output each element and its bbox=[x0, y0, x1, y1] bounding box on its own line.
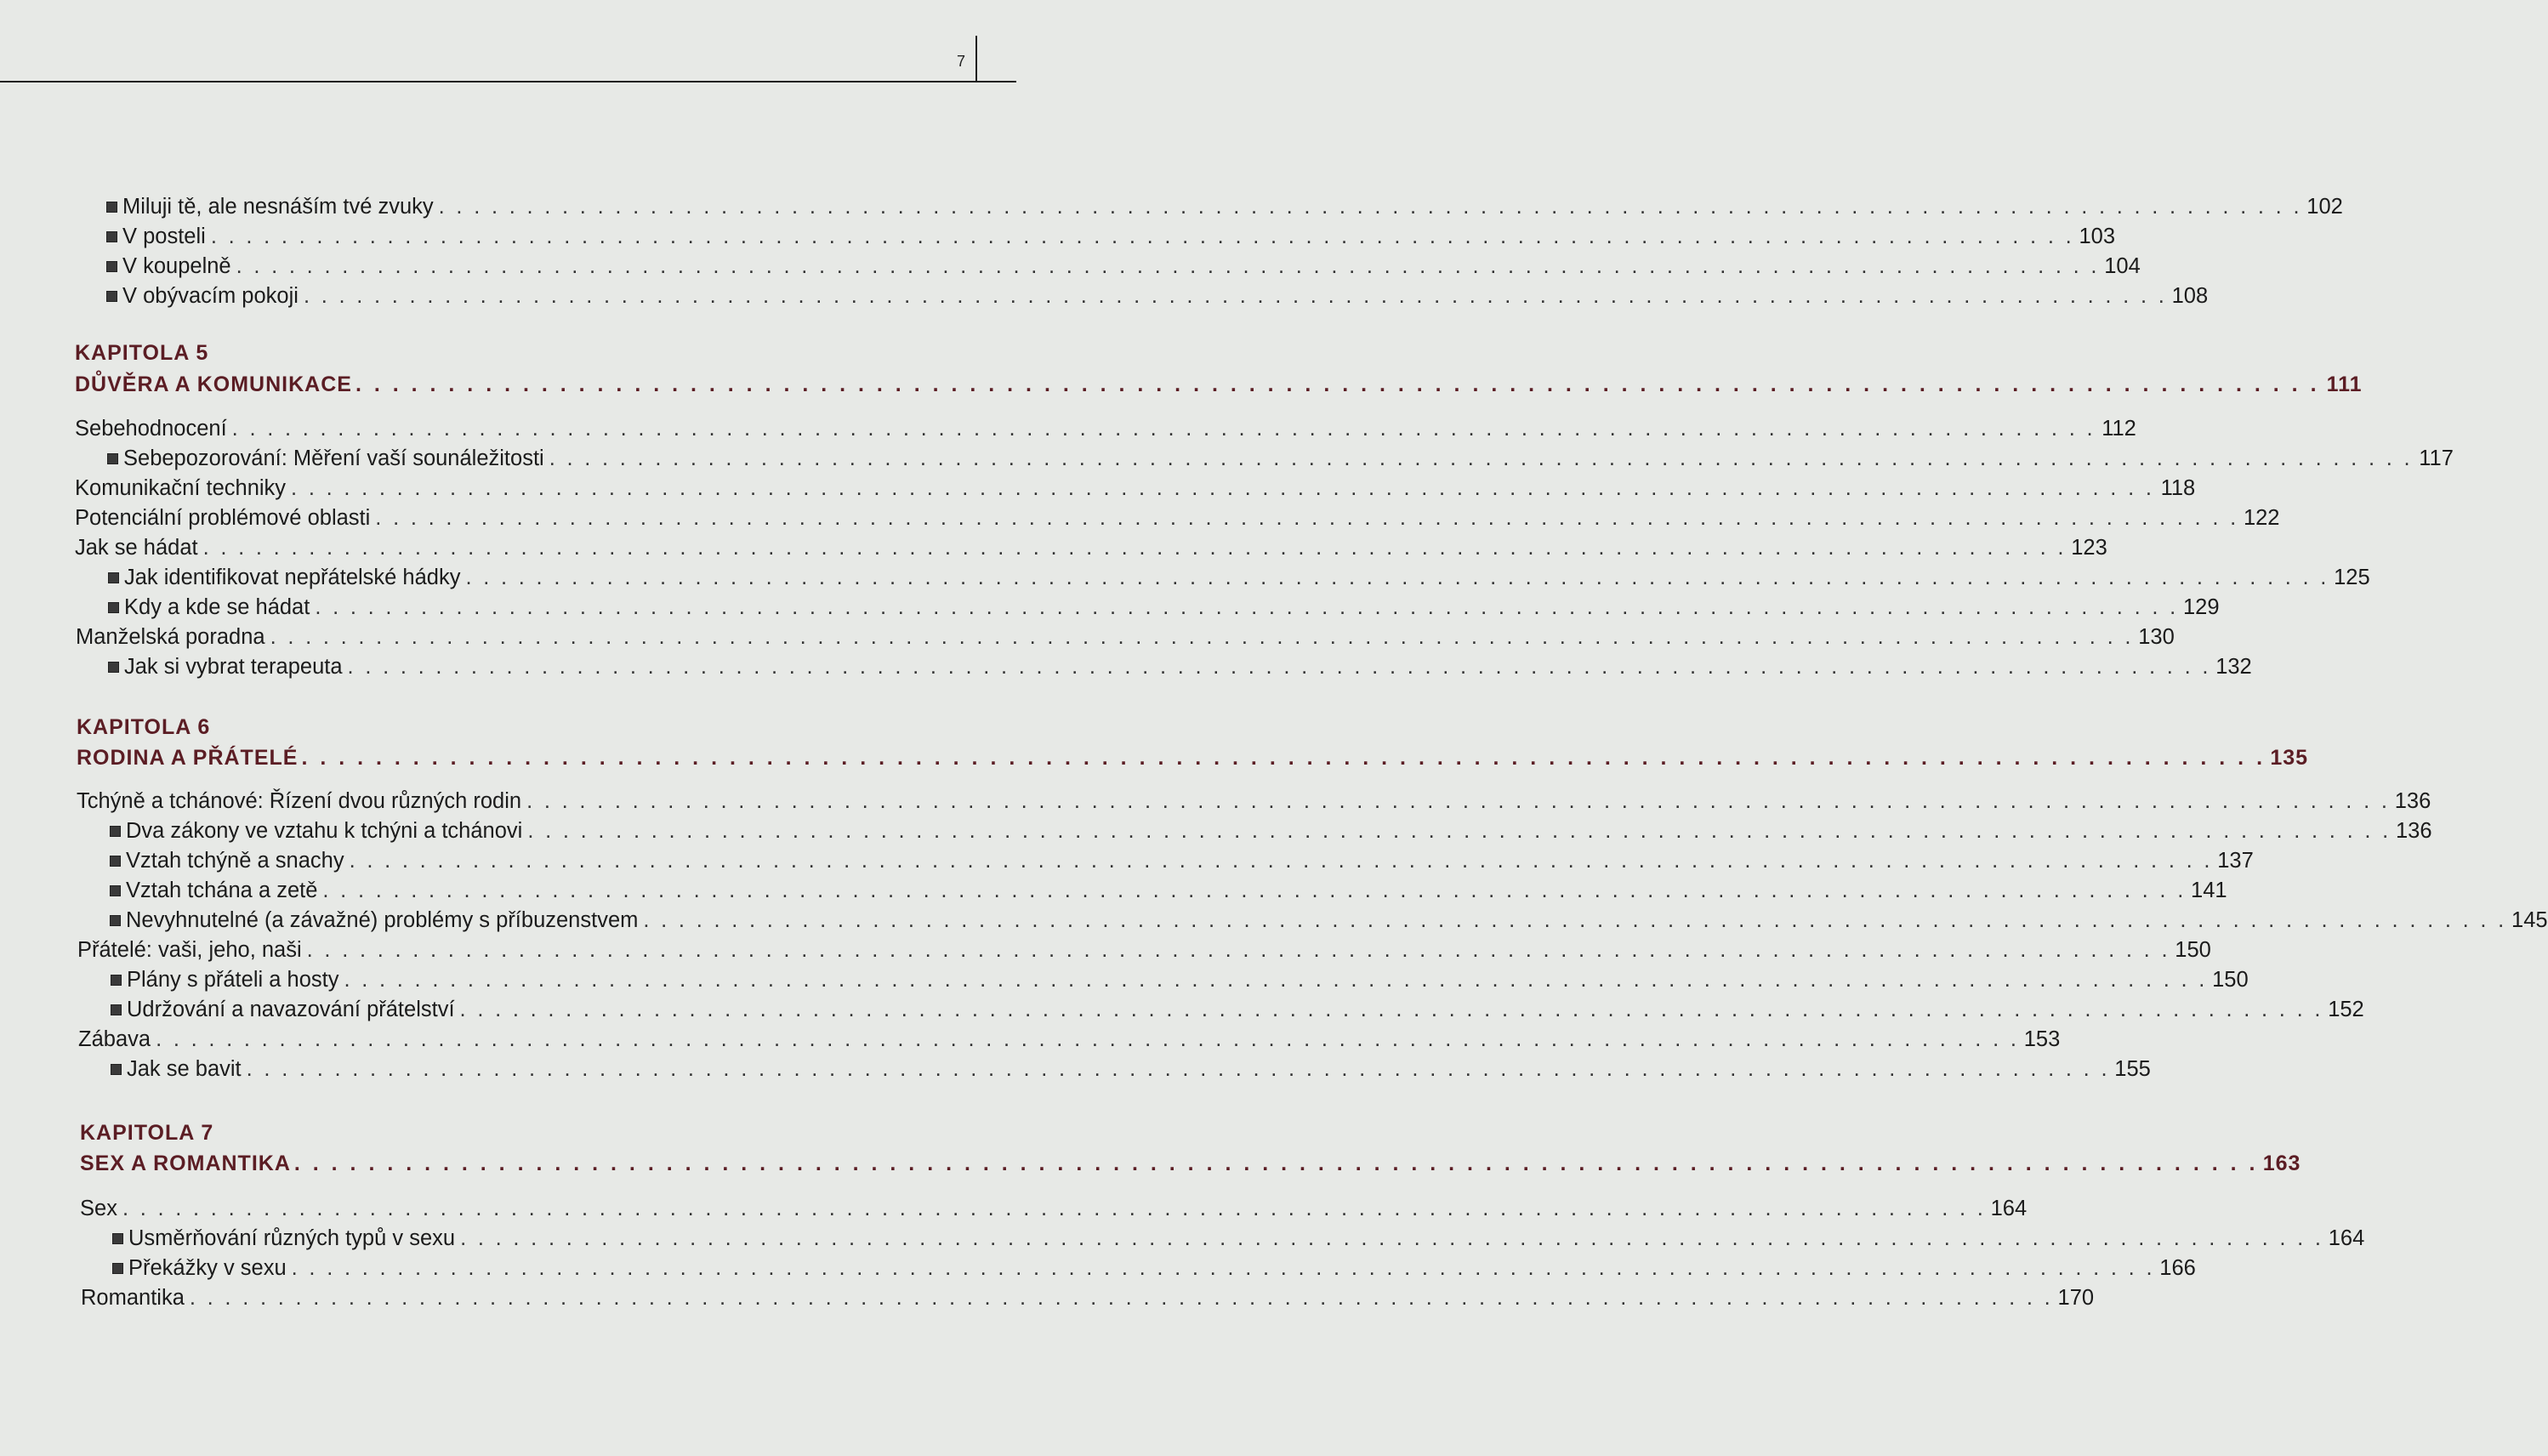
entry-title: Sex bbox=[80, 1197, 117, 1220]
chapter-page: 135 bbox=[2270, 746, 2309, 770]
dot-leader: . . . . . . . . . . . . . . . . . . . . . . . . . . . . . . . . . . . . . . . . . . . . . . . . . . . . . . . . . . . . . . . . . . . . . . . . . . . . . . . . . . . . . . . . . . . . . . . . . . . . . . . . . . bbox=[293, 1152, 2259, 1175]
dot-leader: . . . . . . . . . . . . . . . . . . . . . . . . . . . . . . . . . . . . . . . . . . . . . . . . . . . . . . . . . . . . . . . . . . . . . . . . . . . . . . . . . . . . . . . . . . . . . . . . . . . . . . . . . . bbox=[291, 1256, 2155, 1280]
entry-page: 132 bbox=[2215, 655, 2252, 679]
entry-page: 136 bbox=[2395, 819, 2432, 843]
dot-leader: . . . . . . . . . . . . . . . . . . . . . . . . . . . . . . . . . . . . . . . . . . . . . . . . . . . . . . . . . . . . . . . . . . . . . . . . . . . . . . . . . . . . . . . . . . . . . . . . . . . . . . . . . . bbox=[301, 746, 2266, 770]
square-bullet-icon bbox=[110, 856, 121, 867]
toc-entry[interactable] bbox=[77, 936, 2211, 964]
dot-leader: . . . . . . . . . . . . . . . . . . . . . . . . . . . . . . . . . . . . . . . . . . . . . . . . . . . . . . . . . . . . . . . . . . . . . . . . . . . . . . . . . . . . . . . . . . . . . . . . . . . . . . . . . . bbox=[156, 1027, 2020, 1051]
dot-leader: . . . . . . . . . . . . . . . . . . . . . . . . . . . . . . . . . . . . . . . . . . . . . . . . . . . . . . . . . . . . . . . . . . . . . . . . . . . . . . . . . . . . . . . . . . . . . . . . . . . . . . . . . . bbox=[246, 1057, 2110, 1081]
square-bullet-icon bbox=[112, 1263, 123, 1274]
entry-page: 123 bbox=[2071, 536, 2107, 560]
entry-page: 137 bbox=[2217, 849, 2254, 873]
toc-entry-subitem[interactable] bbox=[111, 965, 2249, 994]
entry-title: Vztah tchýně a snachy bbox=[126, 849, 344, 873]
page-number: 7 bbox=[956, 53, 965, 70]
square-bullet-icon bbox=[112, 1233, 123, 1244]
square-bullet-icon bbox=[106, 231, 117, 242]
entry-title: Jak se bavit bbox=[127, 1057, 242, 1081]
dot-leader: . . . . . . . . . . . . . . . . . . . . . . . . . . . . . . . . . . . . . . . . . . . . . . . . . . . . . . . . . . . . . . . . . . . . . . . . . . . . . . . . . . . . . . . . . . . . . . . . . . . . . . . . . . bbox=[349, 849, 2213, 873]
toc-entry[interactable] bbox=[75, 533, 2107, 562]
entry-page: 150 bbox=[2212, 968, 2249, 992]
entry-title: Plány s přáteli a hosty bbox=[127, 968, 339, 992]
entry-title: Komunikační techniky bbox=[75, 476, 287, 500]
square-bullet-icon bbox=[106, 291, 117, 302]
toc-entry-subitem[interactable] bbox=[110, 846, 2254, 875]
square-bullet-icon bbox=[111, 1064, 122, 1075]
entry-page: 130 bbox=[2138, 625, 2175, 649]
dot-leader: . . . . . . . . . . . . . . . . . . . . . . . . . . . . . . . . . . . . . . . . . . . . . . . . . . . . . . . . . . . . . . . . . . . . . . . . . . . . . . . . . . . . . . . . . . . . . . . . . . . . . . . . . . bbox=[210, 225, 2074, 248]
entry-page: 117 bbox=[2419, 446, 2454, 470]
entry-page: 152 bbox=[2328, 998, 2364, 1021]
toc-entry[interactable] bbox=[75, 474, 2196, 503]
chapter-title-text: RODINA A PŘÁTELÉ bbox=[77, 746, 299, 770]
square-bullet-icon bbox=[108, 572, 119, 583]
entry-title: Potenciální problémové oblasti bbox=[75, 506, 371, 530]
toc-entry-subitem[interactable] bbox=[112, 1224, 2365, 1253]
entry-title: Romantika bbox=[81, 1286, 185, 1310]
dot-leader: . . . . . . . . . . . . . . . . . . . . . . . . . . . . . . . . . . . . . . . . . . . . . . . . . . . . . . . . . . . . . . . . . . . . . . . . . . . . . . . . . . . . . . . . . . . . . . . . . . . . . . . . . . bbox=[347, 655, 2211, 679]
chapter-title-text: DŮVĚRA A KOMUNIKACE bbox=[75, 373, 352, 396]
entry-page: 125 bbox=[2334, 566, 2370, 589]
entry-page: 122 bbox=[2243, 506, 2280, 530]
entry-page: 108 bbox=[2171, 284, 2209, 308]
entry-page: 153 bbox=[2023, 1027, 2061, 1051]
entry-page: 129 bbox=[2182, 595, 2220, 619]
entry-title: Sebehodnocení bbox=[75, 417, 227, 441]
square-bullet-icon bbox=[111, 1004, 122, 1015]
dot-leader: . . . . . . . . . . . . . . . . . . . . . . . . . . . . . . . . . . . . . . . . . . . . . . . . . . . . . . . . . . . . . . . . . . . . . . . . . . . . . . . . . . . . . . . . . . . . . . . . . . . . . . . . . . bbox=[375, 506, 2239, 530]
square-bullet-icon bbox=[111, 975, 122, 986]
entry-title: Miluji tě, ale nesnáším tvé zvuky bbox=[122, 195, 434, 219]
entry-title: Kdy a kde se hádat bbox=[124, 595, 310, 619]
toc-entry-subitem[interactable] bbox=[106, 222, 2115, 251]
entry-title: V obývacím pokoji bbox=[122, 284, 299, 308]
entry-page: 155 bbox=[2114, 1057, 2151, 1081]
square-bullet-icon bbox=[108, 602, 119, 613]
chapter-title[interactable] bbox=[75, 373, 2363, 397]
toc-entry-subitem[interactable] bbox=[106, 192, 2343, 221]
entry-page: 166 bbox=[2159, 1256, 2196, 1280]
toc-entry-subitem[interactable] bbox=[112, 1254, 2196, 1283]
entry-title: Dva zákony ve vztahu k tchýni a tchánovi bbox=[126, 819, 523, 843]
entry-title: V posteli bbox=[122, 225, 206, 248]
square-bullet-icon bbox=[106, 202, 117, 213]
entry-page: 170 bbox=[2057, 1286, 2095, 1310]
toc-entry-subitem[interactable] bbox=[111, 1055, 2151, 1083]
dot-leader: . . . . . . . . . . . . . . . . . . . . . . . . . . . . . . . . . . . . . . . . . . . . . . . . . . . . . . . . . . . . . . . . . . . . . . . . . . . . . . . . . . . . . . . . . . . . . . . . . . . . . . . . . . bbox=[344, 968, 2208, 992]
toc-entry-subitem[interactable] bbox=[110, 906, 2548, 935]
toc-entry[interactable] bbox=[81, 1283, 2095, 1312]
chapter-title-text: SEX A ROMANTIKA bbox=[80, 1152, 291, 1175]
dot-leader: . . . . . . . . . . . . . . . . . . . . . . . . . . . . . . . . . . . . . . . . . . . . . . . . . . . . . . . . . . . . . . . . . . . . . . . . . . . . . . . . . . . . . . . . . . . . . . . . . . . . . . . . . . bbox=[465, 566, 2329, 589]
toc-entry[interactable] bbox=[75, 414, 2136, 443]
entry-page: 112 bbox=[2102, 417, 2136, 441]
chapter-page: 163 bbox=[2262, 1152, 2301, 1175]
square-bullet-icon bbox=[110, 915, 121, 926]
entry-title: Manželská poradna bbox=[76, 625, 265, 649]
chapter-label: KAPITOLA 7 bbox=[80, 1121, 214, 1145]
dot-leader: . . . . . . . . . . . . . . . . . . . . . . . . . . . . . . . . . . . . . . . . . . . . . . . . . . . . . . . . . . . . . . . . . . . . . . . . . . . . . . . . . . . . . . . . . . . . . . . . . . . . . . . . . . bbox=[527, 819, 2392, 843]
entry-title: Vztah tchána a zetě bbox=[126, 879, 318, 902]
dot-leader: . . . . . . . . . . . . . . . . . . . . . . . . . . . . . . . . . . . . . . . . . . . . . . . . . . . . . . . . . . . . . . . . . . . . . . . . . . . . . . . . . . . . . . . . . . . . . . . . . . . . . . . . . . bbox=[460, 1226, 2324, 1250]
entry-title: Usměrňování různých typů v sexu bbox=[128, 1226, 456, 1250]
dot-leader: . . . . . . . . . . . . . . . . . . . . . . . . . . . . . . . . . . . . . . . . . . . . . . . . . . . . . . . . . . . . . . . . . . . . . . . . . . . . . . . . . . . . . . . . . . . . . . . . . . . . . . . . . . bbox=[526, 789, 2391, 813]
dot-leader: . . . . . . . . . . . . . . . . . . . . . . . . . . . . . . . . . . . . . . . . . . . . . . . . . . . . . . . . . . . . . . . . . . . . . . . . . . . . . . . . . . . . . . . . . . . . . . . . . . . . . . . . . . bbox=[270, 625, 2134, 649]
dot-leader: . . . . . . . . . . . . . . . . . . . . . . . . . . . . . . . . . . . . . . . . . . . . . . . . . . . . . . . . . . . . . . . . . . . . . . . . . . . . . . . . . . . . . . . . . . . . . . . . . . . . . . . . . . bbox=[438, 195, 2302, 219]
entry-title: Zábava bbox=[78, 1027, 151, 1051]
entry-title: V koupelně bbox=[122, 254, 231, 278]
dot-leader: . . . . . . . . . . . . . . . . . . . . . . . . . . . . . . . . . . . . . . . . . . . . . . . . . . . . . . . . . . . . . . . . . . . . . . . . . . . . . . . . . . . . . . . . . . . . . . . . . . . . . . . . . . bbox=[549, 446, 2413, 470]
dot-leader: . . . . . . . . . . . . . . . . . . . . . . . . . . . . . . . . . . . . . . . . . . . . . . . . . . . . . . . . . . . . . . . . . . . . . . . . . . . . . . . . . . . . . . . . . . . . . . . . . . . . . . . . . . bbox=[236, 254, 2100, 278]
square-bullet-icon bbox=[110, 826, 121, 837]
entry-page: 102 bbox=[2306, 195, 2343, 219]
chapter-title[interactable] bbox=[77, 746, 2309, 771]
dot-leader: . . . . . . . . . . . . . . . . . . . . . . . . . . . . . . . . . . . . . . . . . . . . . . . . . . . . . . . . . . . . . . . . . . . . . . . . . . . . . . . . . . . . . . . . . . . . . . . . . . . . . . . . . . bbox=[231, 417, 2096, 441]
toc-entry[interactable] bbox=[80, 1194, 2028, 1223]
entry-page: 145 bbox=[2511, 908, 2548, 932]
entry-page: 141 bbox=[2191, 879, 2227, 902]
entry-page: 164 bbox=[2328, 1226, 2365, 1250]
dot-leader: . . . . . . . . . . . . . . . . . . . . . . . . . . . . . . . . . . . . . . . . . . . . . . . . . . . . . . . . . . . . . . . . . . . . . . . . . . . . . . . . . . . . . . . . . . . . . . . . . . . . . . . . . . bbox=[122, 1197, 1987, 1220]
toc-entry[interactable] bbox=[78, 1025, 2061, 1054]
dot-leader: . . . . . . . . . . . . . . . . . . . . . . . . . . . . . . . . . . . . . . . . . . . . . . . . . . . . . . . . . . . . . . . . . . . . . . . . . . . . . . . . . . . . . . . . . . . . . . . . . . . . . . . . . . bbox=[355, 373, 2320, 396]
dot-leader: . . . . . . . . . . . . . . . . . . . . . . . . . . . . . . . . . . . . . . . . . . . . . . . . . . . . . . . . . . . . . . . . . . . . . . . . . . . . . . . . . . . . . . . . . . . . . . . . . . . . . . . . . . bbox=[291, 476, 2155, 500]
dot-leader: . . . . . . . . . . . . . . . . . . . . . . . . . . . . . . . . . . . . . . . . . . . . . . . . . . . . . . . . . . . . . . . . . . . . . . . . . . . . . . . . . . . . . . . . . . . . . . . . . . . . . . . . . . bbox=[306, 938, 2170, 962]
toc-entry-subitem[interactable] bbox=[110, 876, 2227, 905]
chapter-label: KAPITOLA 5 bbox=[75, 341, 209, 365]
toc-entry-subitem[interactable] bbox=[111, 995, 2364, 1024]
square-bullet-icon bbox=[110, 885, 121, 896]
entry-title: Jak identifikovat nepřátelské hádky bbox=[124, 566, 461, 589]
entry-title: Sebepozorování: Měření vaší sounáležitosti bbox=[123, 446, 544, 470]
chapter-title[interactable] bbox=[80, 1152, 2301, 1176]
entry-page: 104 bbox=[2104, 254, 2141, 278]
square-bullet-icon bbox=[107, 453, 118, 464]
toc-entry-subitem[interactable] bbox=[110, 816, 2432, 845]
entry-page: 136 bbox=[2394, 789, 2431, 813]
dot-leader: . . . . . . . . . . . . . . . . . . . . . . . . . . . . . . . . . . . . . . . . . . . . . . . . . . . . . . . . . . . . . . . . . . . . . . . . . . . . . . . . . . . . . . . . . . . . . . . . . . . . . . . . . . bbox=[322, 879, 2187, 902]
toc-entry[interactable] bbox=[76, 623, 2175, 651]
square-bullet-icon bbox=[106, 261, 117, 272]
entry-page: 164 bbox=[1990, 1197, 2028, 1220]
toc-entry-subitem[interactable] bbox=[106, 252, 2141, 281]
toc-entry-subitem[interactable] bbox=[107, 444, 2454, 473]
dot-leader: . . . . . . . . . . . . . . . . . . . . . . . . . . . . . . . . . . . . . . . . . . . . . . . . . . . . . . . . . . . . . . . . . . . . . . . . . . . . . . . . . . . . . . . . . . . . . . . . . . . . . . . . . . bbox=[202, 536, 2067, 560]
entry-title: Překážky v sexu bbox=[128, 1256, 287, 1280]
dot-leader: . . . . . . . . . . . . . . . . . . . . . . . . . . . . . . . . . . . . . . . . . . . . . . . . . . . . . . . . . . . . . . . . . . . . . . . . . . . . . . . . . . . . . . . . . . . . . . . . . . . . . . . . . . bbox=[643, 908, 2507, 932]
chapter-page: 111 bbox=[2326, 373, 2363, 396]
toc-entry-subitem[interactable] bbox=[108, 563, 2370, 592]
entry-title: Přátelé: vaši, jeho, naši bbox=[77, 938, 302, 962]
entry-page: 150 bbox=[2175, 938, 2211, 962]
dot-leader: . . . . . . . . . . . . . . . . . . . . . . . . . . . . . . . . . . . . . . . . . . . . . . . . . . . . . . . . . . . . . . . . . . . . . . . . . . . . . . . . . . . . . . . . . . . . . . . . . . . . . . . . . . bbox=[303, 284, 2168, 308]
entry-page: 103 bbox=[2079, 225, 2115, 248]
toc-entry-subitem[interactable] bbox=[108, 652, 2252, 681]
dot-leader: . . . . . . . . . . . . . . . . . . . . . . . . . . . . . . . . . . . . . . . . . . . . . . . . . . . . . . . . . . . . . . . . . . . . . . . . . . . . . . . . . . . . . . . . . . . . . . . . . . . . . . . . . . bbox=[459, 998, 2323, 1021]
chapter-label: KAPITOLA 6 bbox=[77, 715, 211, 739]
toc-entry-subitem[interactable] bbox=[106, 282, 2209, 310]
entry-title: Jak se hádat bbox=[75, 536, 198, 560]
square-bullet-icon bbox=[108, 662, 119, 673]
dot-leader: . . . . . . . . . . . . . . . . . . . . . . . . . . . . . . . . . . . . . . . . . . . . . . . . . . . . . . . . . . . . . . . . . . . . . . . . . . . . . . . . . . . . . . . . . . . . . . . . . . . . . . . . . . bbox=[315, 595, 2179, 619]
toc-entry[interactable] bbox=[77, 787, 2431, 816]
toc-entry-subitem[interactable] bbox=[108, 593, 2220, 622]
entry-title: Jak si vybrat terapeuta bbox=[124, 655, 343, 679]
entry-page: 118 bbox=[2160, 476, 2196, 500]
dot-leader: . . . . . . . . . . . . . . . . . . . . . . . . . . . . . . . . . . . . . . . . . . . . . . . . . . . . . . . . . . . . . . . . . . . . . . . . . . . . . . . . . . . . . . . . . . . . . . . . . . . . . . . . . . bbox=[189, 1286, 2054, 1310]
entry-title: Udržování a navazování přátelství bbox=[127, 998, 455, 1021]
toc-entry[interactable] bbox=[75, 503, 2280, 532]
entry-title: Tchýně a tchánové: Řízení dvou různých rodin bbox=[77, 789, 522, 813]
entry-title: Nevyhnutelné (a závažné) problémy s příbuzenstvem bbox=[126, 908, 639, 932]
